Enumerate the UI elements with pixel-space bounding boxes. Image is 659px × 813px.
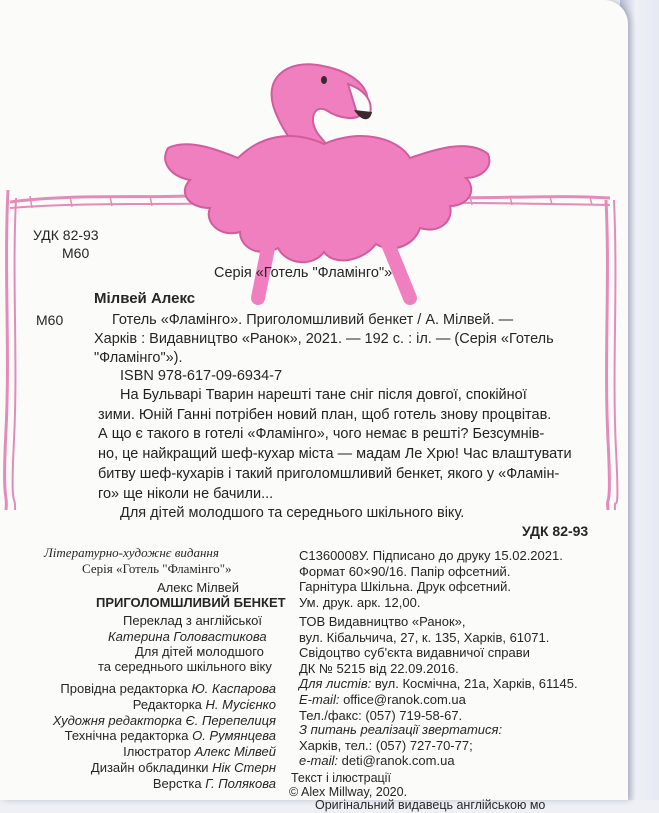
credit-role: Дизайн обкладинки [90,759,209,775]
bibliographic-line-1: Готель «Фламінго». Приголомшливий бенкет / А. Мілвей. — [112,312,514,328]
sales-phone: Харків, тел.: (057) 727-70-77; [299,737,473,753]
credit-role: Художня редакторка [52,712,182,728]
flamingo-illustration [148,58,500,298]
print-line: Формат 60×90/16. Папір офсетний. [299,563,511,579]
udk-code-left: УДК 82-93 [33,227,99,243]
decorative-frame-right [600,200,622,510]
credit-name: Є. Перепелиця [185,712,276,728]
sales-email-line [299,753,619,769]
credit-name: Алекс Мілвей [194,744,276,760]
publisher-name: ТОВ Видавництво «Ранок», [299,614,466,629]
copyright-block [289,772,629,813]
credit-row [20,744,276,760]
bibliographic-line-3: "Фламінго"»). [94,350,183,366]
genre-label: Літературно-художнє видання [44,545,219,560]
catalog-index-left: М60 [36,312,64,328]
series-banner: Серія «Готель "Фламінго"» [214,265,393,281]
series-label: Серія «Готель "Фламінго"» [82,561,232,576]
audience-line-1: Для дітей молодшого [135,644,264,659]
translator-name: Катерина Головастикова [108,629,267,644]
annotation-text [98,386,584,504]
credit-role: Провідна редакторка [60,681,188,696]
illustrations-label: Текст і ілюстрації [291,771,391,785]
annotation-line: На Бульварі Тварин нарешті тане сніг після довгої, спокійної [120,387,527,403]
credit-name: Нік Стерн [212,759,276,775]
sales-email-link[interactable]: deti@ranok.com.ua [341,753,455,769]
annotation-line: А що є такого в готелі «Фламінго», чого немає в решті? Безсумнів- [98,426,545,443]
credit-row [20,776,276,792]
decorative-frame-left [0,190,22,510]
mail-line [299,676,619,692]
publisher-block [299,614,619,723]
credits-list [20,681,276,792]
catalog-index-top: М60 [62,245,90,261]
annotation-line: битву шеф-кухарів і такий приголомшливий бенкет, якого у «Фламін- [98,465,560,482]
isbn: ISBN 978-617-09-6934-7 [120,368,283,384]
credit-row [20,713,276,729]
credit-name: Г. Полякова [205,775,276,791]
tel-line [299,708,619,724]
sales-heading: З питань реалізації звертатися: [299,722,503,737]
certificate-line-1: Свідоцтво суб'єкта видавничої справи [299,645,530,661]
email-link[interactable]: office@ranok.com.ua [343,691,466,707]
publisher-address: вул. Кібальчича, 27, к. 135, Харків, 61071. [299,629,550,645]
audience-line-2: та середнього шкільного віку [98,659,272,674]
email-line [299,692,619,708]
certificate-line-2: ДК № 5215 від 22.09.2016. [299,660,459,676]
sales-block [299,722,619,769]
credit-role: Редакторка [132,696,202,712]
credit-name: О. Румянцева [192,728,276,744]
age-recommendation: Для дітей молодшого та середнього шкільного віку. [120,505,465,521]
print-line: С1360008У. Підписано до друку 15.02.2021. [299,548,563,563]
bibliographic-line-2: Харків : Видавництво «Ранок», 2021. — 192 с. : іл. — (Серія «Готель [94,331,554,347]
credit-row [20,697,276,713]
book-title: ПРИГОЛОМШЛИВИЙ БЕНКЕТ [96,595,286,610]
print-line: Ум. друк. арк. 12,00. [299,594,421,610]
credit-row [20,760,276,776]
author-heading: Мілвей Алекс [94,290,196,307]
credit-name: Ю. Каспарова [191,681,276,696]
annotation-line: зими. Юній Ганні потрібен новий план, щоб готель знову процвітав. [98,406,552,423]
author-name: Алекс Мілвей [157,580,239,595]
print-line: Гарнітура Шкільна. Друк офсетний. [299,579,512,595]
tel-number: (057) 719-58-67. [365,707,463,723]
credit-row [20,728,276,744]
email-label: E-mail: [299,691,340,707]
credit-name: Н. Мусієнко [205,696,276,712]
credit-role: Технічна редакторка [64,728,189,744]
annotation-line: го» ще ніколи не бачили... [98,485,274,502]
print-details [299,548,599,610]
copyright-line: © Alex Millway, 2020. [289,784,408,799]
original-publisher-line: Оригінальний видавець англійською мо [315,798,546,812]
translation-label: Переклад з англійської [123,613,263,628]
credit-role: Верстка [152,775,202,791]
sales-email-label: e-mail: [299,753,339,769]
credit-row [20,681,276,697]
mail-label: Для листів: [299,676,372,692]
mail-address: вул. Космічна, 21а, Харків, 61145. [374,676,578,692]
annotation-line: но, це найкращий шеф-кухар міста — мадам Ле Хрю! Час влаштувати [98,446,572,463]
credit-role: Ілюстратор [123,744,192,760]
tel-label: Тел./факс: [299,707,362,723]
udk-code-right: УДК 82-93 [522,523,589,539]
